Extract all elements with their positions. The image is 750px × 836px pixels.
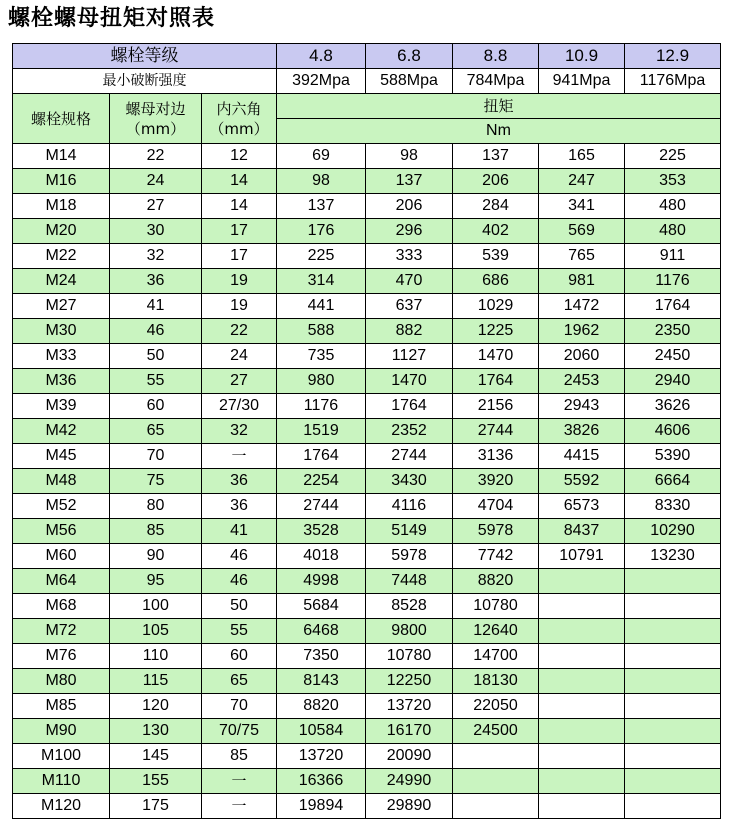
torque-8-8-cell: 1225: [453, 319, 539, 344]
torque-8-8-cell: 1029: [453, 294, 539, 319]
table-row: [13, 544, 721, 569]
nut-size-cell: 70: [110, 444, 202, 469]
strength-10-9: 941Mpa: [539, 69, 625, 94]
torque-4-8-cell: 176: [277, 219, 366, 244]
spec-cell: M90: [13, 719, 110, 744]
torque-12-9-cell: 1176: [625, 269, 721, 294]
hex-size-cell: 27/30: [202, 394, 277, 419]
torque-6-8-cell: 296: [366, 219, 453, 244]
torque-6-8-cell: 333: [366, 244, 453, 269]
torque-8-8-cell: [453, 744, 539, 769]
nut-size-cell: 110: [110, 644, 202, 669]
torque-10-9-cell: 4415: [539, 444, 625, 469]
hex-size-cell: 14: [202, 194, 277, 219]
torque-table: [12, 43, 721, 819]
hex-size-cell: 70: [202, 694, 277, 719]
nut-size-cell: 90: [110, 544, 202, 569]
torque-4-8-cell: 19894: [277, 794, 366, 819]
hex-size-cell: 一: [202, 794, 277, 819]
table-row: [13, 269, 721, 294]
torque-8-8-cell: 8820: [453, 569, 539, 594]
torque-6-8-cell: 637: [366, 294, 453, 319]
hex-size-cell: 46: [202, 569, 277, 594]
torque-8-8-cell: 5978: [453, 519, 539, 544]
nut-size-cell: 120: [110, 694, 202, 719]
torque-8-8-cell: 137: [453, 144, 539, 169]
torque-6-8-cell: 137: [366, 169, 453, 194]
table-row: [13, 619, 721, 644]
hex-size-cell: 24: [202, 344, 277, 369]
torque-4-8-cell: 98: [277, 169, 366, 194]
table-row: [13, 219, 721, 244]
nut-size-cell: 130: [110, 719, 202, 744]
nut-size-cell: 60: [110, 394, 202, 419]
nut-size-cell: 30: [110, 219, 202, 244]
torque-10-9-cell: 1472: [539, 294, 625, 319]
torque-10-9-cell: 569: [539, 219, 625, 244]
nut-size-cell: 22: [110, 144, 202, 169]
hex-header: [202, 94, 277, 144]
table-row: [13, 294, 721, 319]
nut-size-cell: 75: [110, 469, 202, 494]
torque-10-9-cell: 5592: [539, 469, 625, 494]
torque-10-9-cell: 2453: [539, 369, 625, 394]
torque-header: 扭矩: [277, 94, 721, 119]
torque-4-8-cell: 2744: [277, 494, 366, 519]
nut-size-cell: 32: [110, 244, 202, 269]
spec-cell: M14: [13, 144, 110, 169]
torque-4-8-cell: 6468: [277, 619, 366, 644]
hex-size-cell: 19: [202, 294, 277, 319]
torque-unit: Nm: [277, 119, 721, 144]
torque-6-8-cell: 24990: [366, 769, 453, 794]
torque-12-9-cell: 3626: [625, 394, 721, 419]
torque-4-8-cell: 4018: [277, 544, 366, 569]
torque-8-8-cell: [453, 794, 539, 819]
torque-12-9-cell: [625, 744, 721, 769]
torque-4-8-cell: 314: [277, 269, 366, 294]
torque-12-9-cell: 480: [625, 194, 721, 219]
nut-size-cell: 50: [110, 344, 202, 369]
strength-8-8: 784Mpa: [453, 69, 539, 94]
torque-12-9-cell: 353: [625, 169, 721, 194]
torque-8-8-cell: 4704: [453, 494, 539, 519]
hex-size-cell: 14: [202, 169, 277, 194]
strength-label: 最小破断强度: [13, 69, 277, 94]
torque-4-8-cell: 7350: [277, 644, 366, 669]
torque-8-8-cell: 2744: [453, 419, 539, 444]
torque-12-9-cell: 10290: [625, 519, 721, 544]
spec-cell: M27: [13, 294, 110, 319]
torque-10-9-cell: 247: [539, 169, 625, 194]
torque-10-9-cell: [539, 644, 625, 669]
spec-cell: M16: [13, 169, 110, 194]
spec-cell: M24: [13, 269, 110, 294]
torque-12-9-cell: 2940: [625, 369, 721, 394]
torque-10-9-cell: [539, 594, 625, 619]
nut-size-cell: 100: [110, 594, 202, 619]
torque-6-8-cell: 13720: [366, 694, 453, 719]
spec-cell: M52: [13, 494, 110, 519]
nut-size-cell: 46: [110, 319, 202, 344]
hex-size-cell: 27: [202, 369, 277, 394]
torque-8-8-cell: 402: [453, 219, 539, 244]
torque-8-8-cell: 18130: [453, 669, 539, 694]
table-row: [13, 744, 721, 769]
torque-4-8-cell: 10584: [277, 719, 366, 744]
nut-size-cell: 27: [110, 194, 202, 219]
nut-header-line2: （mm）: [125, 119, 186, 138]
spec-cell: M36: [13, 369, 110, 394]
table-row: [13, 469, 721, 494]
torque-4-8-cell: 2254: [277, 469, 366, 494]
table-row: [13, 244, 721, 269]
grade-10-9: 10.9: [539, 44, 625, 69]
hex-header-line2: （mm）: [209, 119, 269, 138]
hex-size-cell: 17: [202, 244, 277, 269]
spec-cell: M68: [13, 594, 110, 619]
nut-size-cell: 155: [110, 769, 202, 794]
torque-10-9-cell: [539, 694, 625, 719]
table-body: [13, 144, 721, 819]
grade-6-8: 6.8: [366, 44, 453, 69]
torque-6-8-cell: 1470: [366, 369, 453, 394]
torque-8-8-cell: 3920: [453, 469, 539, 494]
spec-cell: M100: [13, 744, 110, 769]
torque-12-9-cell: 13230: [625, 544, 721, 569]
torque-12-9-cell: 6664: [625, 469, 721, 494]
spec-cell: M45: [13, 444, 110, 469]
torque-4-8-cell: 69: [277, 144, 366, 169]
spec-cell: M80: [13, 669, 110, 694]
torque-8-8-cell: 686: [453, 269, 539, 294]
torque-10-9-cell: 1962: [539, 319, 625, 344]
torque-6-8-cell: 20090: [366, 744, 453, 769]
torque-4-8-cell: 735: [277, 344, 366, 369]
torque-10-9-cell: 981: [539, 269, 625, 294]
torque-12-9-cell: 4606: [625, 419, 721, 444]
torque-12-9-cell: 2350: [625, 319, 721, 344]
torque-12-9-cell: [625, 619, 721, 644]
torque-4-8-cell: 4998: [277, 569, 366, 594]
torque-6-8-cell: 29890: [366, 794, 453, 819]
torque-8-8-cell: 7742: [453, 544, 539, 569]
torque-12-9-cell: 2450: [625, 344, 721, 369]
torque-10-9-cell: [539, 569, 625, 594]
torque-4-8-cell: 1764: [277, 444, 366, 469]
torque-8-8-cell: 284: [453, 194, 539, 219]
torque-8-8-cell: 24500: [453, 719, 539, 744]
torque-10-9-cell: 2943: [539, 394, 625, 419]
table-row: [13, 644, 721, 669]
torque-6-8-cell: 98: [366, 144, 453, 169]
torque-10-9-cell: 2060: [539, 344, 625, 369]
hex-size-cell: 50: [202, 594, 277, 619]
hex-size-cell: 19: [202, 269, 277, 294]
spec-cell: M76: [13, 644, 110, 669]
torque-4-8-cell: 8820: [277, 694, 366, 719]
table-row: [13, 319, 721, 344]
spec-cell: M18: [13, 194, 110, 219]
torque-4-8-cell: 588: [277, 319, 366, 344]
torque-6-8-cell: 470: [366, 269, 453, 294]
torque-8-8-cell: 539: [453, 244, 539, 269]
torque-4-8-cell: 16366: [277, 769, 366, 794]
hex-size-cell: 41: [202, 519, 277, 544]
hex-size-cell: 46: [202, 544, 277, 569]
torque-6-8-cell: 10780: [366, 644, 453, 669]
table-row: [13, 144, 721, 169]
torque-8-8-cell: 22050: [453, 694, 539, 719]
spec-cell: M42: [13, 419, 110, 444]
torque-6-8-cell: 1127: [366, 344, 453, 369]
torque-10-9-cell: 6573: [539, 494, 625, 519]
table-row: [13, 594, 721, 619]
torque-12-9-cell: 225: [625, 144, 721, 169]
torque-10-9-cell: [539, 769, 625, 794]
hex-size-cell: 32: [202, 419, 277, 444]
torque-6-8-cell: 7448: [366, 569, 453, 594]
torque-10-9-cell: [539, 719, 625, 744]
strength-12-9: 1176Mpa: [625, 69, 721, 94]
torque-8-8-cell: 1764: [453, 369, 539, 394]
torque-6-8-cell: 882: [366, 319, 453, 344]
grade-label: 螺栓等级: [13, 44, 277, 69]
torque-12-9-cell: 480: [625, 219, 721, 244]
table-row: [13, 369, 721, 394]
torque-10-9-cell: 3826: [539, 419, 625, 444]
torque-6-8-cell: 12250: [366, 669, 453, 694]
torque-6-8-cell: 5149: [366, 519, 453, 544]
torque-10-9-cell: [539, 619, 625, 644]
torque-4-8-cell: 225: [277, 244, 366, 269]
torque-12-9-cell: 1764: [625, 294, 721, 319]
nut-size-cell: 85: [110, 519, 202, 544]
hex-size-cell: 65: [202, 669, 277, 694]
torque-4-8-cell: 3528: [277, 519, 366, 544]
nut-size-cell: 80: [110, 494, 202, 519]
torque-8-8-cell: 10780: [453, 594, 539, 619]
nut-size-cell: 175: [110, 794, 202, 819]
torque-12-9-cell: 8330: [625, 494, 721, 519]
torque-8-8-cell: 12640: [453, 619, 539, 644]
torque-6-8-cell: 3430: [366, 469, 453, 494]
torque-10-9-cell: 341: [539, 194, 625, 219]
table-row: [13, 669, 721, 694]
strength-4-8: 392Mpa: [277, 69, 366, 94]
torque-4-8-cell: 13720: [277, 744, 366, 769]
torque-12-9-cell: 5390: [625, 444, 721, 469]
grade-4-8: 4.8: [277, 44, 366, 69]
torque-8-8-cell: 2156: [453, 394, 539, 419]
torque-8-8-cell: 206: [453, 169, 539, 194]
torque-12-9-cell: [625, 594, 721, 619]
page-title: 螺栓螺母扭矩对照表: [8, 6, 216, 31]
strength-row: [13, 69, 721, 94]
strength-6-8: 588Mpa: [366, 69, 453, 94]
nut-header: [110, 94, 202, 144]
nut-size-cell: 95: [110, 569, 202, 594]
torque-10-9-cell: 765: [539, 244, 625, 269]
spec-cell: M48: [13, 469, 110, 494]
grade-8-8: 8.8: [453, 44, 539, 69]
table-row: [13, 394, 721, 419]
torque-8-8-cell: [453, 769, 539, 794]
torque-12-9-cell: [625, 769, 721, 794]
hex-size-cell: 36: [202, 494, 277, 519]
column-header-row: [13, 94, 721, 119]
hex-size-cell: 36: [202, 469, 277, 494]
torque-12-9-cell: [625, 644, 721, 669]
hex-size-cell: 60: [202, 644, 277, 669]
table-row: [13, 519, 721, 544]
torque-6-8-cell: 9800: [366, 619, 453, 644]
spec-header: 螺栓规格: [13, 94, 110, 144]
spec-cell: M72: [13, 619, 110, 644]
torque-4-8-cell: 1519: [277, 419, 366, 444]
torque-6-8-cell: 5978: [366, 544, 453, 569]
torque-4-8-cell: 137: [277, 194, 366, 219]
hex-size-cell: 一: [202, 444, 277, 469]
table-row: [13, 769, 721, 794]
nut-size-cell: 24: [110, 169, 202, 194]
torque-10-9-cell: 10791: [539, 544, 625, 569]
table-row: [13, 494, 721, 519]
grade-row: [13, 44, 721, 69]
nut-size-cell: 55: [110, 369, 202, 394]
torque-12-9-cell: [625, 569, 721, 594]
hex-size-cell: 22: [202, 319, 277, 344]
torque-8-8-cell: 3136: [453, 444, 539, 469]
torque-12-9-cell: [625, 719, 721, 744]
nut-header-line1: 螺母对边: [125, 99, 186, 118]
table-row: [13, 344, 721, 369]
torque-6-8-cell: 8528: [366, 594, 453, 619]
spec-cell: M56: [13, 519, 110, 544]
spec-cell: M30: [13, 319, 110, 344]
torque-4-8-cell: 5684: [277, 594, 366, 619]
grade-12-9: 12.9: [625, 44, 721, 69]
spec-cell: M110: [13, 769, 110, 794]
nut-size-cell: 105: [110, 619, 202, 644]
spec-cell: M20: [13, 219, 110, 244]
torque-6-8-cell: 16170: [366, 719, 453, 744]
torque-6-8-cell: 206: [366, 194, 453, 219]
torque-10-9-cell: 8437: [539, 519, 625, 544]
torque-10-9-cell: [539, 744, 625, 769]
hex-size-cell: 17: [202, 219, 277, 244]
hex-header-line1: 内六角: [216, 99, 262, 118]
torque-10-9-cell: [539, 669, 625, 694]
nut-size-cell: 41: [110, 294, 202, 319]
table-row: [13, 719, 721, 744]
torque-8-8-cell: 1470: [453, 344, 539, 369]
hex-size-cell: 70/75: [202, 719, 277, 744]
torque-6-8-cell: 1764: [366, 394, 453, 419]
table-row: [13, 444, 721, 469]
spec-cell: M64: [13, 569, 110, 594]
torque-12-9-cell: [625, 669, 721, 694]
torque-8-8-cell: 14700: [453, 644, 539, 669]
spec-cell: M33: [13, 344, 110, 369]
torque-10-9-cell: [539, 794, 625, 819]
table-row: [13, 694, 721, 719]
table-row: [13, 194, 721, 219]
torque-6-8-cell: 2744: [366, 444, 453, 469]
spec-cell: M39: [13, 394, 110, 419]
nut-size-cell: 115: [110, 669, 202, 694]
hex-size-cell: 55: [202, 619, 277, 644]
table-row: [13, 794, 721, 819]
spec-cell: M22: [13, 244, 110, 269]
nut-size-cell: 36: [110, 269, 202, 294]
torque-10-9-cell: 165: [539, 144, 625, 169]
torque-4-8-cell: 980: [277, 369, 366, 394]
hex-size-cell: 一: [202, 769, 277, 794]
table-row: [13, 419, 721, 444]
hex-size-cell: 12: [202, 144, 277, 169]
table-row: [13, 569, 721, 594]
nut-size-cell: 65: [110, 419, 202, 444]
nut-size-cell: 145: [110, 744, 202, 769]
torque-4-8-cell: 441: [277, 294, 366, 319]
spec-cell: M120: [13, 794, 110, 819]
hex-size-cell: 85: [202, 744, 277, 769]
torque-12-9-cell: [625, 794, 721, 819]
spec-cell: M60: [13, 544, 110, 569]
torque-6-8-cell: 4116: [366, 494, 453, 519]
torque-4-8-cell: 1176: [277, 394, 366, 419]
torque-4-8-cell: 8143: [277, 669, 366, 694]
torque-12-9-cell: 911: [625, 244, 721, 269]
spec-cell: M85: [13, 694, 110, 719]
torque-6-8-cell: 2352: [366, 419, 453, 444]
torque-12-9-cell: [625, 694, 721, 719]
table-row: [13, 169, 721, 194]
